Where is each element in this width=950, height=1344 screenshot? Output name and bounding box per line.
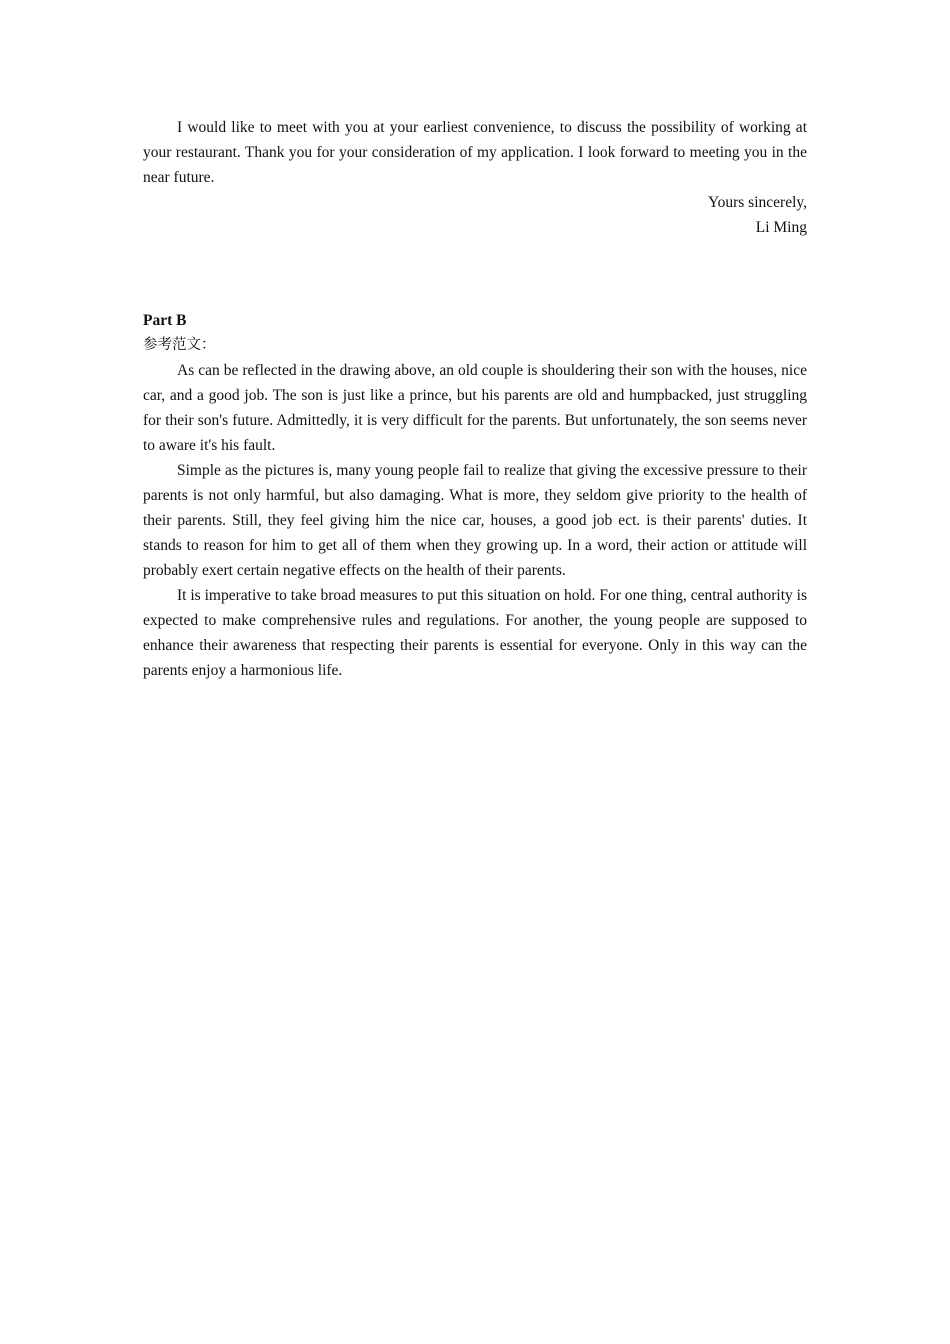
essay-paragraph-3: It is imperative to take broad measures to put this situation on hold. For one thing, central authority is expected to make comprehensive rules and regulations. For another, the young people are supposed to enhance their awareness that respecting their parents is essential for everyone. Only in this way can the parents enjoy a harmonious life. [143,587,807,679]
essay-paragraph-1: As can be reflected in the drawing above, an old couple is shouldering their son with the houses, nice car, and a good job. The son is just like a prince, but his parents are old and humpbacked, just struggling for their son's future. Admittedly, it is very difficult for the parents. But unfortunately, the son seems never to aware it's his fault. [143,362,807,454]
letter-sign-off: Yours sincerely, [707,194,807,211]
document-page [143,115,807,683]
part-b-heading: Part B [143,312,187,329]
letter-signature: Li Ming [755,219,807,236]
section-spacer [143,240,807,308]
part-b-subheading: 参考范文： [143,337,216,353]
letter-closing-paragraph: I would like to meet with you at your earliest convenience, to discuss the possibility of working at your restaurant. Thank you for your consideration of my application. I look forward to meeting you in the near future. [143,119,807,186]
essay-paragraph-2: Simple as the pictures is, many young people fail to realize that giving the excessive pressure to their parents is not only harmful, but also damaging. What is more, they seldom give priority to the health of their parents. Still, they feel giving him the nice car, houses, a good job ect. is their parents' duties. It stands to reason for him to get all of them when they growing up. In a word, their action or attitude will probably exert certain negative effects on the health of their parents. [143,462,807,579]
